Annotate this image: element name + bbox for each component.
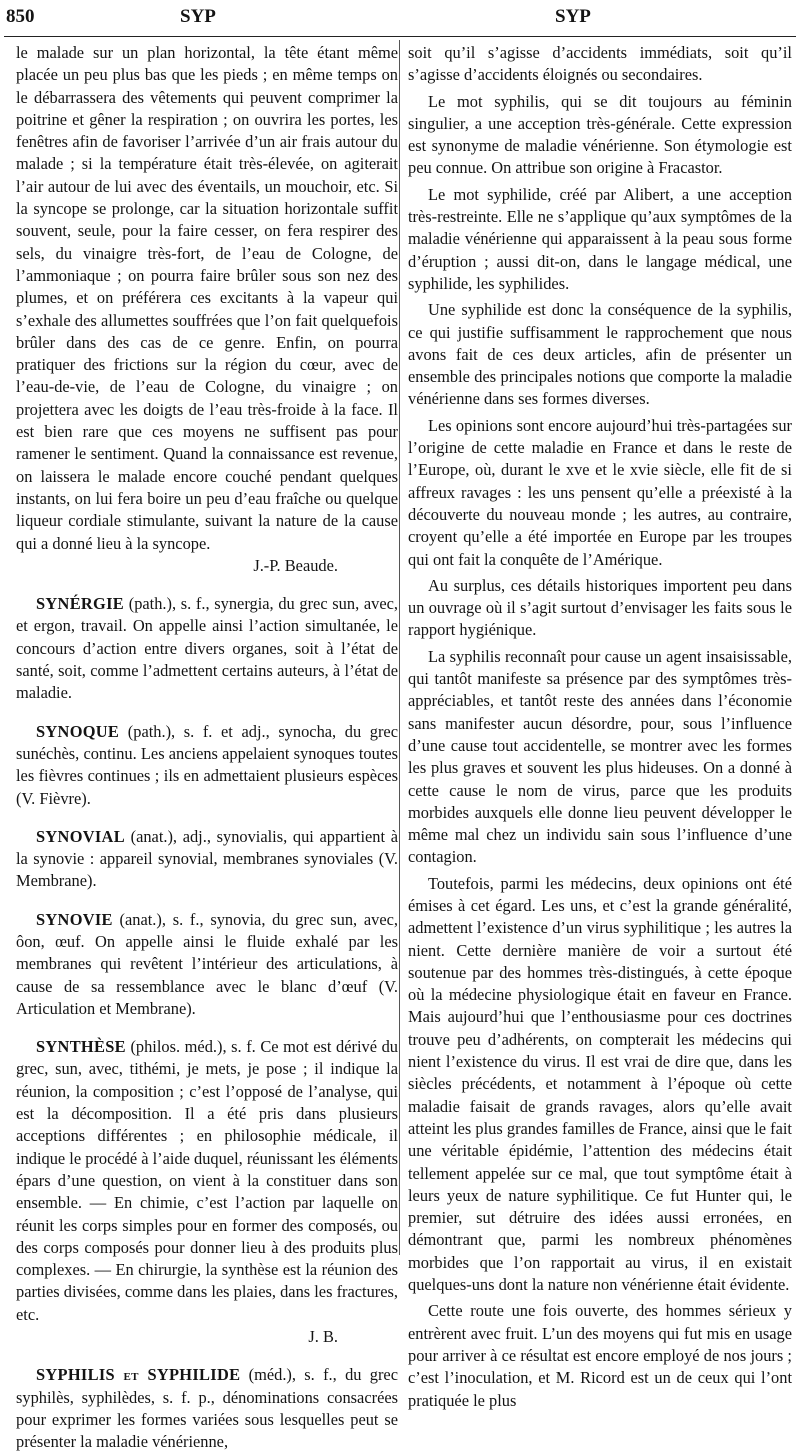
headword-synovie: SYNOVIE bbox=[36, 909, 113, 929]
author-signature-jb: J. B. bbox=[308, 1327, 338, 1347]
entry-synovie bbox=[16, 909, 398, 1020]
syphilis-paragraph-9: Cette route une fois ouverte, des hommes sérieux y entrèrent avec fruit. L’un des moyens qui fut mis en usage pour arriver à ce résultat est encore employé de nos jours ; c’est l’inoculation, et M. Ricord est un de ceux qui l’ont pratiquée le plus bbox=[408, 1301, 792, 1410]
definition-syphilis: (méd.), s. f., du grec syphilès, syphilèdes, s. f. p., dénominations consacrées pour exprimer les formes variées sous lesquelles peut se présenter la maladie vénérienne, bbox=[16, 1365, 398, 1452]
syphilis-paragraph-4: Une syphilide est donc la conséquence de la syphilis, ce qui justifie suffisamment le rapprochement que nous avons fait de ces deux articles, afin de présenter un ensemble des principales notions que comporte la maladie vénérienne dans ses formes diverses. bbox=[408, 300, 792, 409]
entry-syphilis bbox=[16, 1364, 398, 1453]
syphilis-paragraph-1: soit qu’il s’agisse d’accidents immédiats, soit qu’il s’agisse d’accidents éloignés ou secondaires. bbox=[408, 43, 792, 85]
syphilis-paragraph-5: Les opinions sont encore aujourd’hui très-partagées sur l’origine de cette maladie en France et dans le reste de l’Europe, où, durant le xve et le xvie siècle, elle fit de si affreux ravages : les uns pensent qu’elle a préexisté à la découverte du nouveau monde ; les autres, au contraire, croyent qu’elle a été importée en Europe par les troupes qui ont fait la conquête de l’Amérique. bbox=[408, 415, 792, 569]
author-signature: J.-P. Beaude. bbox=[253, 555, 338, 575]
headword-syphilis: SYPHILIS et SYPHILIDE bbox=[36, 1365, 241, 1385]
definition-synovie: (anat.), s. f., synovia, du grec sun, avec, ôon, œuf. On appelle ainsi le fluide exhalé par les membranes qui revêtent l’intérieur des articulations, à cause de sa ressemblance avec le blanc d’œuf (V. Articulation et Membrane). bbox=[16, 909, 398, 1018]
page-header bbox=[0, 6, 800, 32]
syphilis-paragraph-8: Toutefois, parmi les médecins, deux opinions ont été émises à cet égard. Les uns, et c’est la grande généralité, admettent l’existence d’un virus syphilitique ; les autres la nient. Cette dernière manière de voir a surtout été soutenue par des hommes très-distingués, à cette époque où la médecine physiologique était en faveur en France. Mais aujourd’hui que l’enthousiasme pour ces doctrines trouve peu d’adhérents, on compterait les médecins qui nient l’existence du virus. Il est vrai de dire que, dans les siècles précédents, et notamment à l’époque où cette maladie faisait de grands ravages, alors qu’elle avait atteint les plus grandes familles de France, ainsi que le fait une véritable épidémie, l’attention des médecins était tellement appelée sur ce mal, que tout symptôme était à leurs yeux de nature syphilitique. Ce fut Hunter qui, le premier, sut détruire des idées aussi erronées, en démontrant que, parmi les nombreux phénomènes morbides que l’on rapportait au virus, il en existait quelques-uns dont la nature non vénérienne était évidente. bbox=[408, 873, 792, 1295]
entry-synthese bbox=[16, 1036, 398, 1326]
definition-synoque: (path.), s. f. et adj., synocha, du grec sunéchès, continu. Les anciens appelaient synoques toutes les fièvres continues ; ils en admettaient plusieurs espèces (V. Fièvre). bbox=[16, 721, 398, 808]
entry-synovial bbox=[16, 826, 398, 893]
syphilis-paragraph-7: La syphilis reconnaît pour cause un agent insaisissable, qui tantôt manifeste sa présence par des symptômes très-appréciables, et tantôt reste des années dans l’économie sans manifester aucun désordre, pour, sous l’influence d’une cause tout accidentelle, se montrer avec les formes les plus graves et souvent les plus hideuses. On a donné à cette cause le nom de virus, parce que les produits morbides auxquels elle donne lieu peuvent développer le même mal chez un individu sain sous l’influence d’une contagion. bbox=[408, 646, 792, 867]
left-column bbox=[16, 42, 398, 1452]
headword-synergie: SYNÉRGIE bbox=[36, 594, 125, 614]
syphilis-paragraph-2: Le mot syphilis, qui se dit toujours au féminin singulier, a une acception très-générale. Cette expression est synonyme de maladie vénérienne. Son étymologie est peu connue. On attribue son origine à Fracastor. bbox=[408, 91, 792, 178]
column-divider bbox=[399, 40, 400, 1255]
page-number: 850 bbox=[6, 6, 35, 27]
entry-synoque bbox=[16, 721, 398, 810]
headword-synthese: SYNTHÈSE bbox=[36, 1037, 126, 1057]
right-column bbox=[408, 42, 792, 1410]
entry-synergie bbox=[16, 593, 398, 704]
definition-synergie: (path.), s. f., synergia, du grec sun, avec, et ergon, travail. On appelle ainsi l’action simultanée, le concours d’action entre divers organes, soit à l’état de santé, soit, comme l’admettent certains auteurs, à l’état de maladie. bbox=[16, 594, 398, 703]
running-title-left: SYP bbox=[180, 6, 216, 27]
syncope-continuation: le malade sur un plan horizontal, la tête étant même placée un peu plus bas que les pieds ; en même temps on le débarrassera des vêtements qui peuvent comprimer la poitrine et gêner la respiration ; on ouvrira les portes, les fenêtres afin de favoriser l’arrivée d’un air frais autour du malade ; si la température était très-élevée, on agiterait l’air autour de lui avec des éventails, un mouchoir, etc. Si la syncope se prolonge, car la situation horizontale suffit souvent, seule, pour la faire cesser, on fera respirer des sels, du vinaigre très-fort, de l’eau de Cologne, de l’ammoniaque ; on pourra faire brûler sous son nez des plumes, et on préférera ces excitants à la vapeur qui s’exhale des allumettes souffrées que l’on fait quelquefois brûler dans des cas de ce genre. Enfin, on pourra pratiquer des frictions sur la région du cœur, avec de l’eau-de-vie, de l’eau de Cologne, du vinaigre ; on projettera avec les doigts de l’eau très-froide à la face. Il est bien rare que ces moyens ne suffisent pas pour ramener le sentiment. Quand la connaissance est revenue, on laissera le malade encore couché pendant quelques instants, on lui fera boire un peu d’eau fraîche ou quelque liqueur cordiale stimulante, suivant la nature de la cause qui a donné lieu à la syncope. bbox=[16, 43, 398, 553]
headword-synoque: SYNOQUE bbox=[36, 721, 120, 741]
syphilis-paragraph-3: Le mot syphilide, créé par Alibert, a une acception très-restreinte. Elle ne s’applique qu’aux symptômes de la maladie vénérienne qui apparaissent à la peau sous forme d’éruption ; aussi dit-on, dans le langage médical, une syphilide, les syphilides. bbox=[408, 184, 792, 293]
definition-synthese: (philos. méd.), s. f. Ce mot est dérivé du grec, sun, avec, tithémi, je mets, je pose ; il indique la réunion, la composition ; c’est l’opposé de l’analyse, qui est la décomposition. Il a été pris dans plusieurs acceptions différentes ; en philosophie médicale, il indique le procédé à l’aide duquel, réunissant les éléments épars d’une question, on vient à la constituer dans son ensemble. — En chimie, c’est l’action par laquelle on réunit les corps simples pour en former des composés, ou des corps composés pour donner lieu à des produits plus complexes. — En chirurgie, la synthèse est la réunion des parties divisées, comme dans les plaies, dans les fractures, etc. bbox=[16, 1037, 398, 1324]
running-title-right: SYP bbox=[555, 6, 591, 27]
headword-synovial: SYNOVIAL bbox=[36, 826, 125, 846]
header-rule bbox=[4, 36, 796, 37]
definition-synovial: (anat.), adj., synovialis, qui appartient à la synovie : appareil synovial, membranes synoviales (V. Membrane). bbox=[16, 826, 398, 891]
syphilis-paragraph-6: Au surplus, ces détails historiques importent peu dans un ouvrage où il s’agit surtout d’envisager les faits sous le rapport hygiénique. bbox=[408, 575, 792, 640]
